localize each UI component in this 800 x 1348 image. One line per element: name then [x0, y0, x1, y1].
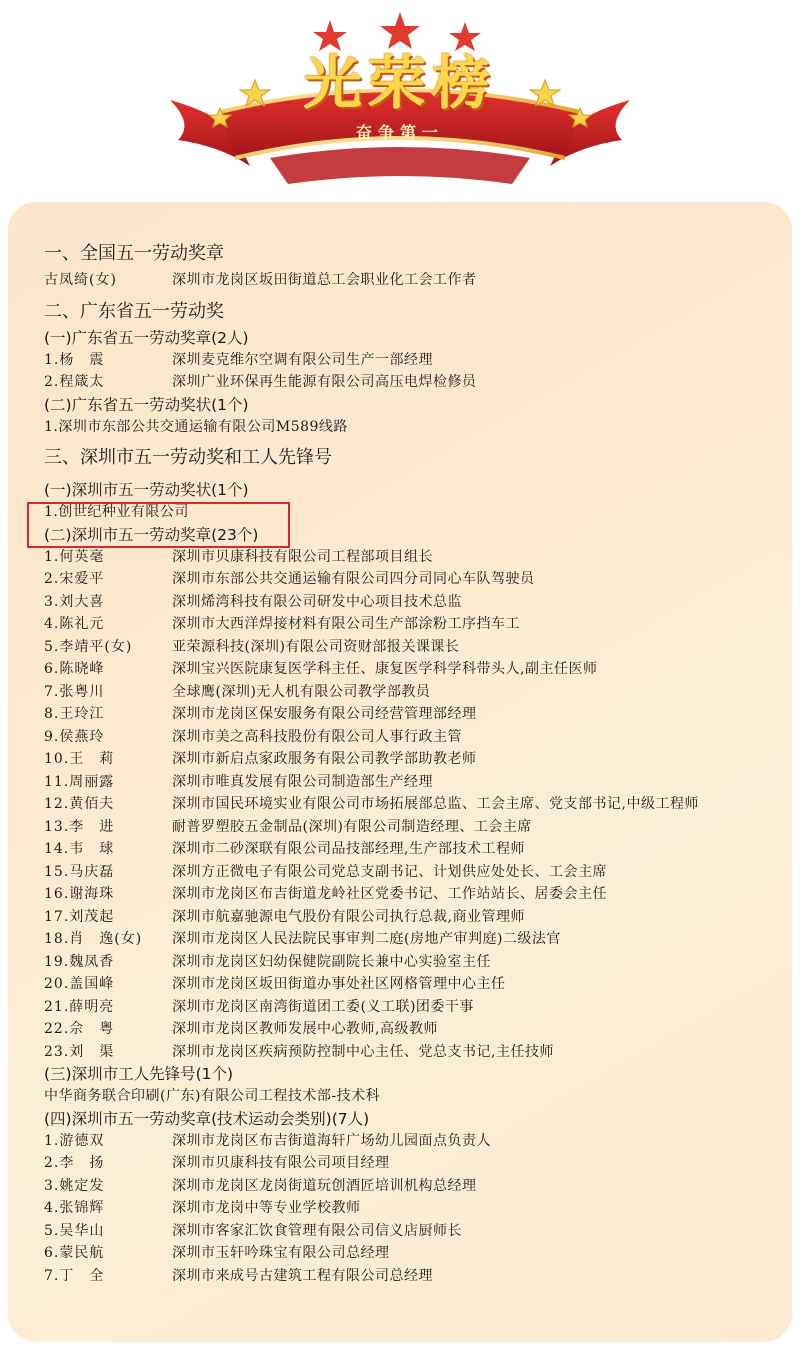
section-heading: 二、广东省五一劳动奖 — [44, 300, 224, 322]
recipient-name: 22.佘 粤 — [44, 1021, 115, 1037]
list-item — [44, 658, 784, 681]
recipient-name: 21.薛明亮 — [44, 998, 115, 1015]
subsection-heading: (二)深圳市五一劳动奖章(23个) — [44, 525, 259, 544]
list-item — [44, 883, 784, 906]
recipient-name: 6.蒙民航 — [44, 1245, 105, 1261]
list-item — [44, 1220, 784, 1243]
recipient-org: 深圳市龙岗区妇幼保健院副院长兼中心实验室主任 — [172, 953, 491, 970]
list-item — [44, 591, 784, 614]
honor-banner — [160, 8, 640, 198]
banner-title: 光荣榜 — [303, 49, 496, 117]
recipient-name: 20.盖国峰 — [44, 976, 115, 992]
recipient-name: 12.黄佰夫 — [44, 796, 115, 812]
recipient-name: 1.杨 震 — [44, 351, 105, 368]
list-item: 中华商务联合印刷(广东)有限公司工程技术部-技术科 — [44, 1088, 381, 1104]
recipient-name: 5.李靖平(女) — [44, 638, 133, 655]
recipient-name: 6.陈晓峰 — [44, 661, 105, 677]
recipient-org: 深圳市龙岗区龙岗街道玩创酒匠培训机构总经理 — [172, 1177, 477, 1194]
list-item — [44, 703, 784, 726]
list-item — [44, 681, 784, 704]
subsection-heading: (一)深圳市五一劳动奖状(1个) — [44, 481, 249, 499]
list-item — [44, 269, 784, 292]
recipient-org: 深圳市航嘉驰源电气股份有限公司执行总裁,商业管理师 — [172, 908, 525, 925]
honor-list-card — [8, 202, 792, 1342]
recipient-org: 深圳市龙岗区南湾街道团工委(义工联)团委干事 — [172, 998, 474, 1015]
recipient-org: 全球鹰(深圳)无人机有限公司教学部教员 — [172, 683, 431, 700]
recipient-org: 深圳市龙岗区坂田街道总工会职业化工会工作者 — [172, 272, 477, 288]
recipient-org: 耐普罗塑胶五金制品(深圳)有限公司制造经理、工会主席 — [172, 818, 532, 835]
recipient-name: 古凤绮(女) — [44, 272, 117, 288]
list-item — [44, 1265, 784, 1288]
recipient-org: 深圳市二砂深联有限公司品技部经理,生产部技术工程师 — [172, 841, 525, 857]
recipient-org: 亚荣源科技(深圳)有限公司资财部报关课课长 — [172, 638, 460, 655]
recipient-list — [44, 546, 784, 1064]
recipient-org: 深圳市龙岗中等专业学校教师 — [172, 1200, 361, 1216]
recipient-org: 深圳市国民环境实业有限公司市场拓展部总监、工会主席、党支部书记,中级工程师 — [172, 796, 699, 812]
recipient-name: 18.肖 逸(女) — [44, 931, 143, 947]
list-item: 1.深圳市东部公共交通运输有限公司M589线路 — [44, 418, 348, 435]
subsection-heading: (一)广东省五一劳动奖章(2人) — [44, 328, 249, 347]
recipient-org: 深圳市龙岗区保安服务有限公司经营管理部经理 — [172, 706, 477, 722]
list-item — [44, 793, 784, 816]
section-heading: 三、深圳市五一劳动奖和工人先锋号 — [44, 447, 332, 468]
list-item — [44, 1018, 784, 1041]
list-item — [44, 996, 784, 1019]
recipient-org: 深圳麦克维尔空调有限公司生产一部经理 — [172, 351, 433, 368]
recipient-name: 2.李 扬 — [44, 1155, 105, 1171]
list-item — [44, 861, 784, 884]
honor-list-content — [44, 238, 784, 1287]
subsection-heading: (二)广东省五一劳动奖状(1个) — [44, 395, 249, 414]
recipient-org: 深圳市贝康科技有限公司项目经理 — [172, 1155, 390, 1171]
recipient-org: 深圳市新启点家政服务有限公司教学部助教老师 — [172, 751, 477, 767]
recipient-name: 8.王玲江 — [44, 706, 105, 722]
list-item — [44, 1152, 784, 1175]
recipient-list — [44, 1130, 784, 1288]
recipient-org: 深圳市大西洋焊接材料有限公司生产部涂粉工序挡车工 — [172, 616, 520, 632]
list-item — [44, 613, 784, 636]
recipient-name: 4.张锦辉 — [44, 1200, 105, 1216]
recipient-org: 深圳宝兴医院康复医学科主任、康复医学科学科带头人,副主任医师 — [172, 661, 598, 677]
recipient-name: 19.魏凤香 — [44, 953, 115, 970]
recipient-name: 13.李 进 — [44, 818, 115, 835]
recipient-name: 15.马庆磊 — [44, 863, 115, 880]
recipient-org: 深圳广业环保再生能源有限公司高压电焊检修员 — [172, 374, 477, 390]
subsection-heading: (三)深圳市工人先锋号(1个) — [44, 1065, 234, 1083]
list-item — [44, 748, 784, 771]
recipient-org: 深圳市唯真发展有限公司制造部生产经理 — [172, 773, 433, 790]
recipient-org: 深圳方正微电子有限公司党总支副书记、计划供应处处长、工会主席 — [172, 863, 607, 880]
list-item — [44, 951, 784, 974]
list-item: 1.创世纪种业有限公司 — [44, 504, 189, 520]
list-item — [44, 349, 784, 372]
recipient-name: 1.何英毫 — [44, 548, 105, 565]
section-heading: 一、全国五一劳动奖章 — [44, 243, 224, 264]
recipient-org: 深圳市来成号古建筑工程有限公司总经理 — [172, 1267, 433, 1284]
list-item — [44, 771, 784, 794]
recipient-name: 3.刘大喜 — [44, 593, 105, 610]
list-item — [44, 568, 784, 591]
list-item — [44, 1041, 784, 1064]
banner-subtitle: 奋争第一 — [355, 123, 444, 142]
list-item — [44, 1242, 784, 1265]
recipient-org: 深圳市客家汇饮食管理有限公司信义店厨师长 — [172, 1222, 462, 1239]
list-item — [44, 546, 784, 569]
list-item — [44, 1175, 784, 1198]
recipient-org: 深圳市美之高科技股份有限公司人事行政主管 — [172, 728, 462, 745]
recipient-name: 9.侯燕玲 — [44, 728, 105, 745]
recipient-org: 深圳烯湾科技有限公司研发中心项目技术总监 — [172, 593, 462, 610]
recipient-name: 17.刘茂起 — [44, 908, 115, 925]
recipient-org: 深圳市龙岗区人民法院民事审判二庭(房地产审判庭)二级法官 — [172, 931, 561, 947]
list-item — [44, 816, 784, 839]
recipient-org: 深圳市龙岗区疾病预防控制中心主任、党总支书记,主任技师 — [172, 1043, 554, 1060]
recipient-name: 14.韦 球 — [44, 841, 115, 857]
recipient-org: 深圳市龙岗区教师发展中心教师,高级教师 — [172, 1021, 438, 1037]
list-item — [44, 371, 784, 394]
list-item — [44, 838, 784, 861]
recipient-name: 2.程箴太 — [44, 374, 105, 390]
recipient-name: 2.宋爱平 — [44, 571, 105, 587]
recipient-name: 7.张粤川 — [44, 683, 105, 700]
recipient-name: 10.王 莉 — [44, 751, 115, 767]
list-item — [44, 636, 784, 659]
recipient-org: 深圳市贝康科技有限公司工程部项目组长 — [172, 548, 433, 565]
list-item — [44, 973, 784, 996]
recipient-name: 11.周丽露 — [44, 773, 115, 790]
list-item — [44, 1130, 784, 1153]
list-item — [44, 906, 784, 929]
list-item — [44, 1197, 784, 1220]
recipient-org: 深圳市龙岗区布吉街道龙岭社区党委书记、工作站站长、居委会主任 — [172, 886, 607, 902]
subsection-heading: (四)深圳市五一劳动奖章(技术运动会类别)(7人) — [44, 1109, 370, 1128]
recipient-name: 23.刘 渠 — [44, 1043, 115, 1060]
recipient-org: 深圳市龙岗区坂田街道办事处社区网格管理中心主任 — [172, 976, 506, 992]
highlight-box — [27, 502, 290, 548]
recipient-name: 7.丁 全 — [44, 1267, 105, 1284]
recipient-org: 深圳市东部公共交通运输有限公司四分司同心车队驾驶员 — [172, 571, 535, 587]
recipient-org: 深圳市龙岗区布吉街道海轩广场幼儿园面点负责人 — [172, 1132, 491, 1149]
recipient-name: 16.谢海珠 — [44, 886, 115, 902]
recipient-name: 4.陈礼元 — [44, 616, 105, 632]
list-item — [44, 726, 784, 749]
recipient-org: 深圳市玉轩吟珠宝有限公司总经理 — [172, 1245, 390, 1261]
recipient-name: 3.姚定发 — [44, 1177, 105, 1194]
recipient-name: 5.吴华山 — [44, 1222, 105, 1239]
list-item — [44, 928, 784, 951]
recipient-name: 1.游德双 — [44, 1132, 105, 1149]
